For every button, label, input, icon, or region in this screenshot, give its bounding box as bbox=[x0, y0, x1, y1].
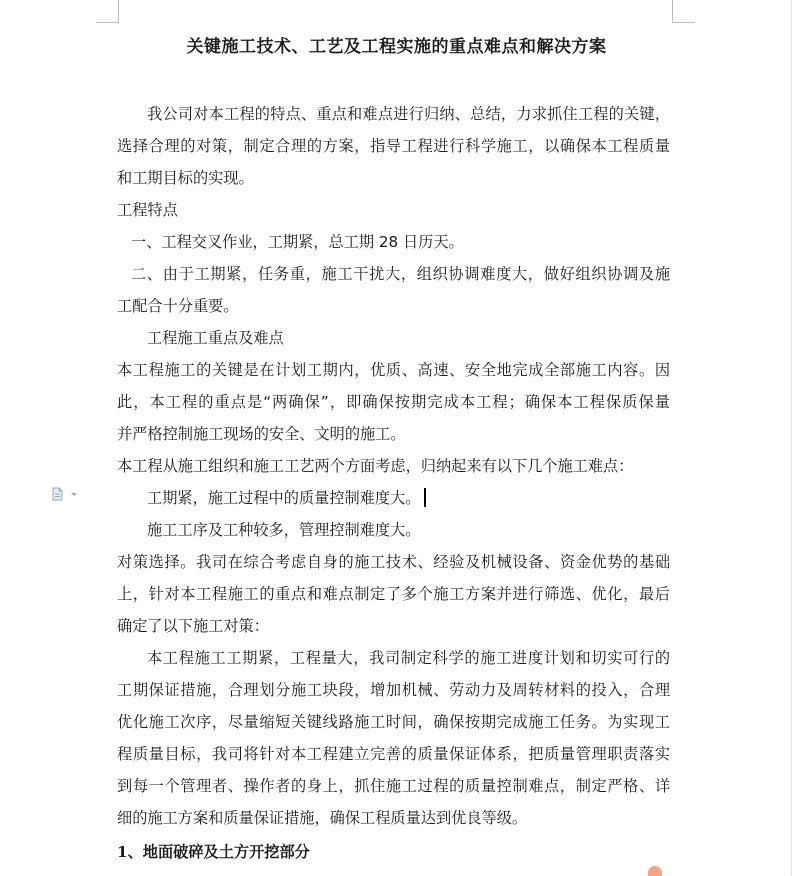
paragraph-line[interactable]: 优化施工次序，尽量缩短关键线路施工时间，确保按期完成施工任务。为实现工 bbox=[117, 713, 670, 731]
section-heading[interactable]: 工程特点 bbox=[117, 201, 178, 219]
chevron-down-icon bbox=[71, 493, 77, 496]
paragraph-line[interactable]: 对策选择。我司在综合考虑自身的施工技术、经验及机械设备、资金优势的基础 bbox=[117, 553, 670, 571]
paragraph-line[interactable]: 和工期目标的实现。 bbox=[117, 169, 254, 187]
paragraph-line[interactable]: 并严格控制施工现场的安全、文明的施工。 bbox=[117, 425, 406, 443]
difficulty-line[interactable]: 施工工序及工种较多，管理控制难度大。 bbox=[147, 521, 421, 539]
document-title: 关键施工技术、工艺及工程实施的重点难点和解决方案 bbox=[186, 37, 607, 57]
paragraph-line[interactable]: 本工程施工的关键是在计划工期内，优质、高速、安全地完成全部施工内容。因 bbox=[117, 361, 670, 379]
crop-mark-top-left bbox=[96, 0, 119, 23]
section-heading[interactable]: 工程施工重点及难点 bbox=[147, 329, 284, 347]
paragraph-line[interactable]: 此，本工程的重点是“两确保”，即确保按期完成本工程；确保本工程保质保量 bbox=[117, 393, 670, 411]
paragraph-line[interactable]: 本工程施工工期紧，工程量大，我司制定科学的施工进度计划和切实可行的 bbox=[147, 649, 670, 667]
paragraph-line[interactable]: 我公司对本工程的特点、重点和难点进行归纳、总结，力求抓住工程的关键， bbox=[147, 105, 670, 123]
text-cursor bbox=[424, 488, 426, 507]
paragraph-line[interactable]: 选择合理的对策，制定合理的方案，指导工程进行科学施工，以确保本工程质量 bbox=[117, 137, 670, 155]
paragraph-line[interactable]: 确定了以下施工对策： bbox=[117, 617, 269, 635]
section-heading-bold[interactable]: 1、地面破碎及土方开挖部分 bbox=[117, 843, 310, 861]
paragraph-line[interactable]: 细的施工方案和质量保证措施，确保工程质量达到优良等级。 bbox=[117, 809, 528, 827]
paragraph-line[interactable]: 本工程从施工组织和施工工艺两个方面考虑，归纳起来有以下几个施工难点： bbox=[117, 457, 634, 475]
list-item-continuation[interactable]: 工配合十分重要。 bbox=[117, 297, 239, 315]
list-item[interactable]: 一、工程交叉作业，工期紧，总工期 28 日历天。 bbox=[131, 233, 464, 251]
list-item[interactable]: 二、由于工期紧，任务重，施工干扰大，组织协调难度大，做好组织协调及施 bbox=[131, 265, 670, 283]
difficulty-line[interactable] bbox=[147, 488, 426, 508]
document-icon[interactable] bbox=[52, 487, 80, 501]
paragraph-line[interactable]: 工期保证措施，合理划分施工块段，增加机械、劳动力及周转材料的投入，合理 bbox=[117, 681, 670, 699]
paragraph-line[interactable]: 程质量目标，我司将针对本工程建立完善的质量保证体系，把质量管理职责落实 bbox=[117, 745, 670, 763]
difficulty-text: 工期紧，施工过程中的质量控制难度大。 bbox=[147, 489, 421, 507]
crop-mark-top-right bbox=[672, 0, 695, 23]
page-edge bbox=[791, 0, 792, 875]
paragraph-line[interactable]: 上，针对本工程施工的重点和难点制定了多个施工方案并进行筛选、优化，最后 bbox=[117, 585, 670, 603]
paragraph-line[interactable]: 到每一个管理者、操作者的身上，抓住施工过程的质量控制难点，制定严格、详 bbox=[117, 777, 670, 795]
